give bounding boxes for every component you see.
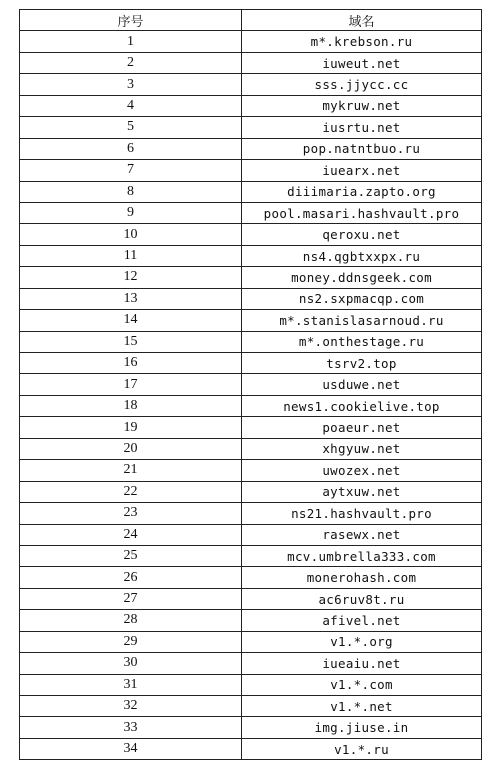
- row-domain: ac6ruv8t.ru: [242, 588, 482, 609]
- row-domain: afivel.net: [242, 610, 482, 631]
- row-number: 33: [20, 717, 242, 738]
- row-number: 3: [20, 74, 242, 95]
- row-domain: qeroxu.net: [242, 224, 482, 245]
- row-domain: poaeur.net: [242, 417, 482, 438]
- row-domain: img.jiuse.in: [242, 717, 482, 738]
- row-domain: xhgyuw.net: [242, 438, 482, 459]
- row-domain: tsrv2.top: [242, 353, 482, 374]
- table-row: [20, 52, 482, 73]
- table-row: [20, 117, 482, 138]
- row-number: 28: [20, 610, 242, 631]
- row-domain: v1.*.com: [242, 674, 482, 695]
- row-domain: m*.krebson.ru: [242, 31, 482, 52]
- row-number: 16: [20, 353, 242, 374]
- table-row: [20, 31, 482, 52]
- row-number: 9: [20, 202, 242, 223]
- row-domain: pool.masari.hashvault.pro: [242, 202, 482, 223]
- table-row: [20, 588, 482, 609]
- row-number: 8: [20, 181, 242, 202]
- row-domain: mcv.umbrella333.com: [242, 545, 482, 566]
- row-number: 26: [20, 567, 242, 588]
- row-number: 13: [20, 288, 242, 309]
- row-number: 12: [20, 267, 242, 288]
- table-row: [20, 310, 482, 331]
- table-row: [20, 267, 482, 288]
- row-number: 11: [20, 245, 242, 266]
- row-number: 23: [20, 503, 242, 524]
- table-row: [20, 288, 482, 309]
- row-domain: uwozex.net: [242, 460, 482, 481]
- row-domain: m*.onthestage.ru: [242, 331, 482, 352]
- row-domain: iueaiu.net: [242, 653, 482, 674]
- table-row: [20, 738, 482, 759]
- row-domain: pop.natntbuo.ru: [242, 138, 482, 159]
- row-number: 25: [20, 545, 242, 566]
- row-domain: ns4.qgbtxxpx.ru: [242, 245, 482, 266]
- row-number: 15: [20, 331, 242, 352]
- table-row: [20, 245, 482, 266]
- table-row: [20, 696, 482, 717]
- header-index: 序号: [20, 10, 242, 31]
- table-row: [20, 653, 482, 674]
- row-number: 22: [20, 481, 242, 502]
- row-number: 32: [20, 696, 242, 717]
- row-number: 30: [20, 653, 242, 674]
- table-row: [20, 353, 482, 374]
- row-domain: iuearx.net: [242, 160, 482, 181]
- row-domain: mykruw.net: [242, 95, 482, 116]
- row-number: 24: [20, 524, 242, 545]
- table-row: [20, 202, 482, 223]
- row-domain: ns2.sxpmacqp.com: [242, 288, 482, 309]
- row-domain: ns21.hashvault.pro: [242, 503, 482, 524]
- header-domain: 域名: [242, 10, 482, 31]
- table-row: [20, 417, 482, 438]
- row-number: 6: [20, 138, 242, 159]
- table-row: [20, 503, 482, 524]
- row-number: 20: [20, 438, 242, 459]
- table-row: [20, 524, 482, 545]
- table-row: [20, 74, 482, 95]
- row-domain: sss.jjycc.cc: [242, 74, 482, 95]
- row-domain: money.ddnsgeek.com: [242, 267, 482, 288]
- table-row: [20, 374, 482, 395]
- row-domain: news1.cookielive.top: [242, 395, 482, 416]
- row-number: 19: [20, 417, 242, 438]
- row-number: 21: [20, 460, 242, 481]
- table-row: [20, 138, 482, 159]
- row-domain: aytxuw.net: [242, 481, 482, 502]
- row-number: 29: [20, 631, 242, 652]
- table-row: [20, 460, 482, 481]
- row-domain: usduwe.net: [242, 374, 482, 395]
- row-number: 34: [20, 738, 242, 759]
- row-domain: m*.stanislasarnoud.ru: [242, 310, 482, 331]
- table-row: [20, 95, 482, 116]
- table-row: [20, 717, 482, 738]
- row-number: 14: [20, 310, 242, 331]
- table-row: [20, 610, 482, 631]
- row-number: 2: [20, 52, 242, 73]
- row-domain: iusrtu.net: [242, 117, 482, 138]
- table-body: [20, 31, 482, 760]
- row-domain: diiimaria.zapto.org: [242, 181, 482, 202]
- row-number: 18: [20, 395, 242, 416]
- table-row: [20, 181, 482, 202]
- table-row: [20, 438, 482, 459]
- table-row: [20, 674, 482, 695]
- table-row: [20, 631, 482, 652]
- row-number: 17: [20, 374, 242, 395]
- table-header: [20, 10, 482, 31]
- row-domain: v1.*.net: [242, 696, 482, 717]
- table-row: [20, 567, 482, 588]
- row-domain: v1.*.org: [242, 631, 482, 652]
- row-number: 4: [20, 95, 242, 116]
- row-number: 31: [20, 674, 242, 695]
- row-domain: v1.*.ru: [242, 738, 482, 759]
- table-row: [20, 395, 482, 416]
- row-domain: rasewx.net: [242, 524, 482, 545]
- row-number: 10: [20, 224, 242, 245]
- table-row: [20, 481, 482, 502]
- table-row: [20, 331, 482, 352]
- header-row: [20, 10, 482, 31]
- table-row: [20, 545, 482, 566]
- table-row: [20, 160, 482, 181]
- table-row: [20, 224, 482, 245]
- row-number: 5: [20, 117, 242, 138]
- row-number: 27: [20, 588, 242, 609]
- row-domain: monerohash.com: [242, 567, 482, 588]
- row-number: 7: [20, 160, 242, 181]
- row-number: 1: [20, 31, 242, 52]
- row-domain: iuweut.net: [242, 52, 482, 73]
- domain-table: [19, 9, 482, 760]
